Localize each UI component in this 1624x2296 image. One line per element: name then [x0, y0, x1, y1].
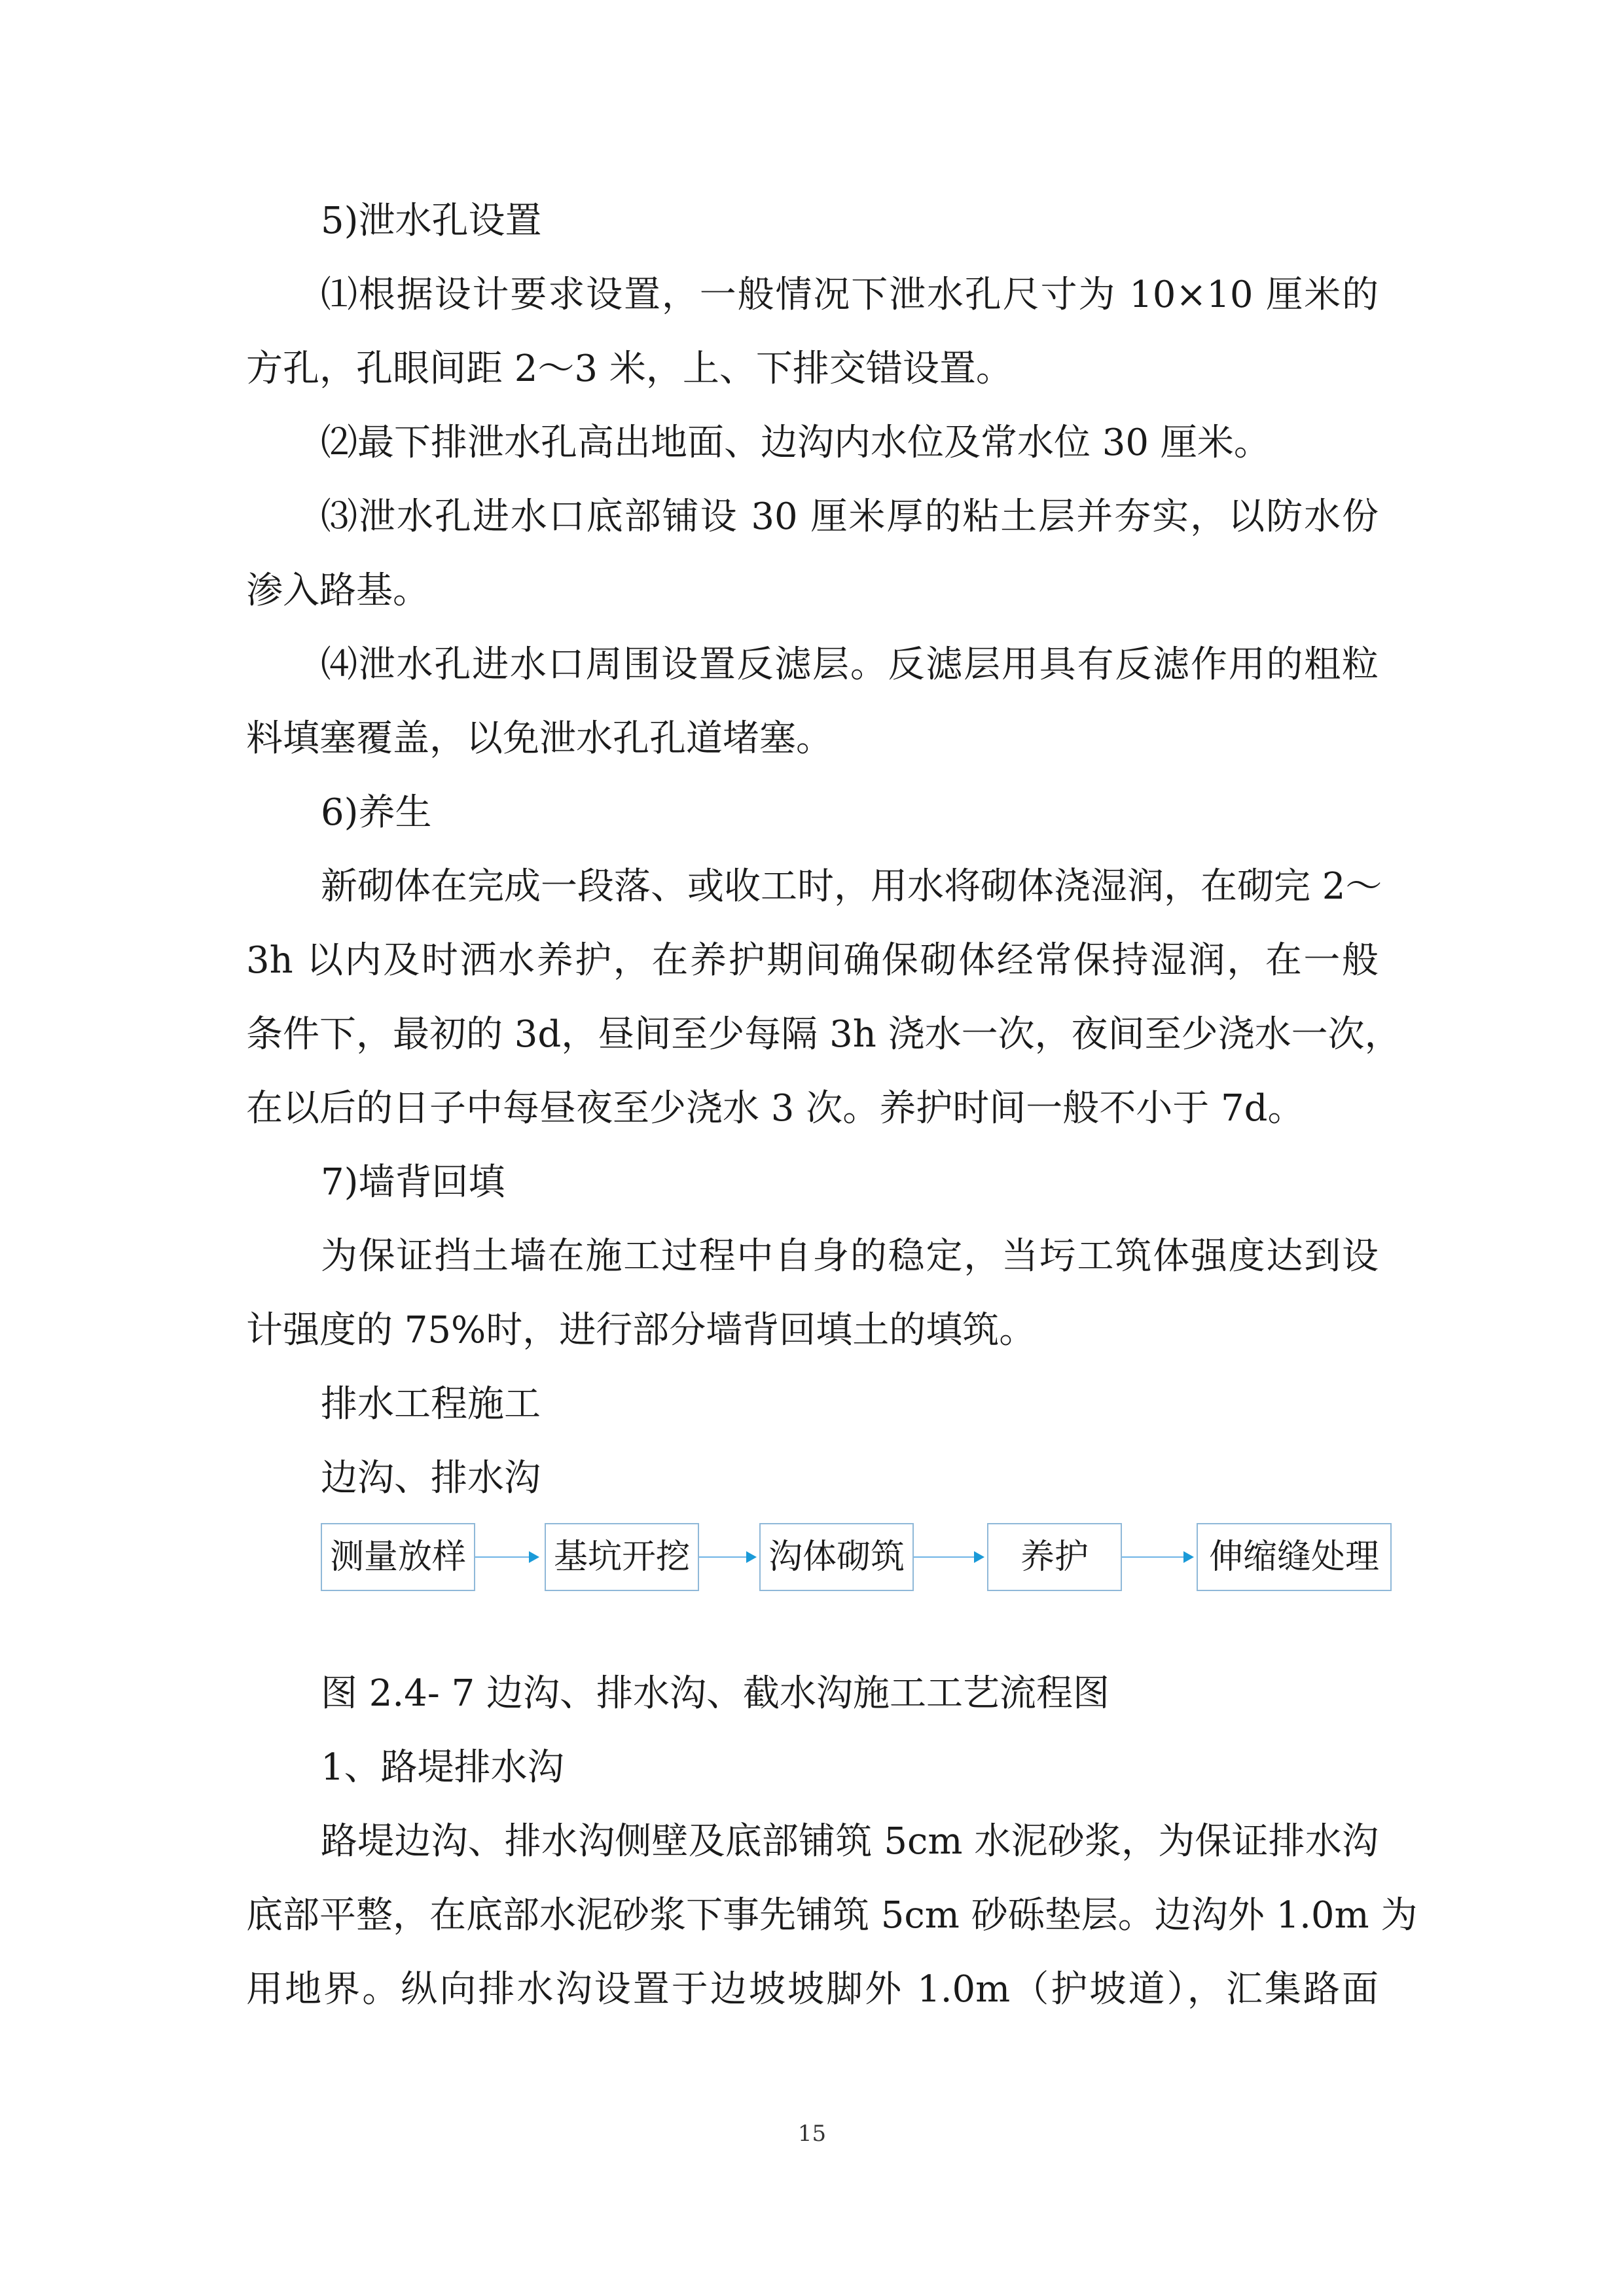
figure-caption: 图 2.4- 7 边沟、排水沟、截水沟施工工艺流程图 — [321, 1672, 1110, 1715]
heading-side-ditch: 边沟、排水沟 — [321, 1457, 541, 1499]
flow-arrow — [699, 1556, 755, 1558]
paragraph-line: ⑴根据设计要求设置，一般情况下泄水孔尺寸为 10×10 厘米的 — [321, 274, 1379, 316]
paragraph-line: 为保证挡土墙在施工过程中自身的稳定，当圬工筑体强度达到设 — [321, 1235, 1379, 1278]
flow-step-joint-treatment: 伸缩缝处理 — [1197, 1523, 1392, 1591]
flow-arrow — [475, 1556, 538, 1558]
paragraph-line: 条件下，最初的 3d，昼间至少每隔 3h 浇水一次，夜间至少浇水一次， — [246, 1013, 1401, 1056]
page-number: 15 — [797, 2121, 827, 2147]
heading-drain-hole: 5)泄水孔设置 — [321, 200, 542, 242]
flow-step-survey: 测量放样 — [321, 1523, 475, 1591]
flow-arrow — [914, 1556, 983, 1558]
paragraph-line: 计强度的 75%时，进行部分墙背回填土的填筑。 — [246, 1309, 1036, 1352]
flow-step-masonry: 沟体砌筑 — [759, 1523, 914, 1591]
flow-step-curing: 养护 — [987, 1523, 1122, 1591]
heading-embankment-ditch: 1、路堤排水沟 — [321, 1746, 564, 1789]
construction-flowchart — [321, 1523, 1394, 1595]
paragraph-line: 方孔，孔眼间距 2～3 米，上、下排交错设置。 — [246, 348, 1013, 390]
paragraph-line: ⑶泄水孔进水口底部铺设 30 厘米厚的粘土层并夯实，以防水份 — [321, 495, 1379, 538]
paragraph-line: 在以后的日子中每昼夜至少浇水 3 次。养护时间一般不小于 7d。 — [246, 1087, 1305, 1130]
paragraph-line: 路堤边沟、排水沟侧壁及底部铺筑 5cm 水泥砂浆，为保证排水沟 — [321, 1820, 1379, 1863]
paragraph-line: 用地界。纵向排水沟设置于边坡坡脚外 1.0m（护坡道），汇集路面 — [246, 1968, 1379, 2011]
paragraph-line: 新砌体在完成一段落、或收工时，用水将砌体浇湿润，在砌完 2～ — [321, 865, 1382, 908]
paragraph-line: 渗入路基。 — [246, 569, 429, 612]
heading-curing: 6)养生 — [321, 791, 432, 834]
heading-drainage-works: 排水工程施工 — [321, 1383, 541, 1426]
flow-arrow — [1122, 1556, 1193, 1558]
flow-step-excavation: 基坑开挖 — [545, 1523, 699, 1591]
paragraph-line: ⑵最下排泄水孔高出地面、边沟内水位及常水位 30 厘米。 — [321, 422, 1271, 464]
heading-backfill: 7)墙背回填 — [321, 1161, 505, 1204]
paragraph-line: 3h 以内及时洒水养护，在养护期间确保砌体经常保持湿润，在一般 — [246, 939, 1379, 982]
paragraph-line: ⑷泄水孔进水口周围设置反滤层。反滤层用具有反滤作用的粗粒 — [321, 643, 1379, 686]
paragraph-line: 料填塞覆盖，以免泄水孔孔道堵塞。 — [246, 717, 833, 760]
paragraph-line: 底部平整，在底部水泥砂浆下事先铺筑 5cm 砂砾垫层。边沟外 1.0m 为 — [246, 1894, 1418, 1937]
